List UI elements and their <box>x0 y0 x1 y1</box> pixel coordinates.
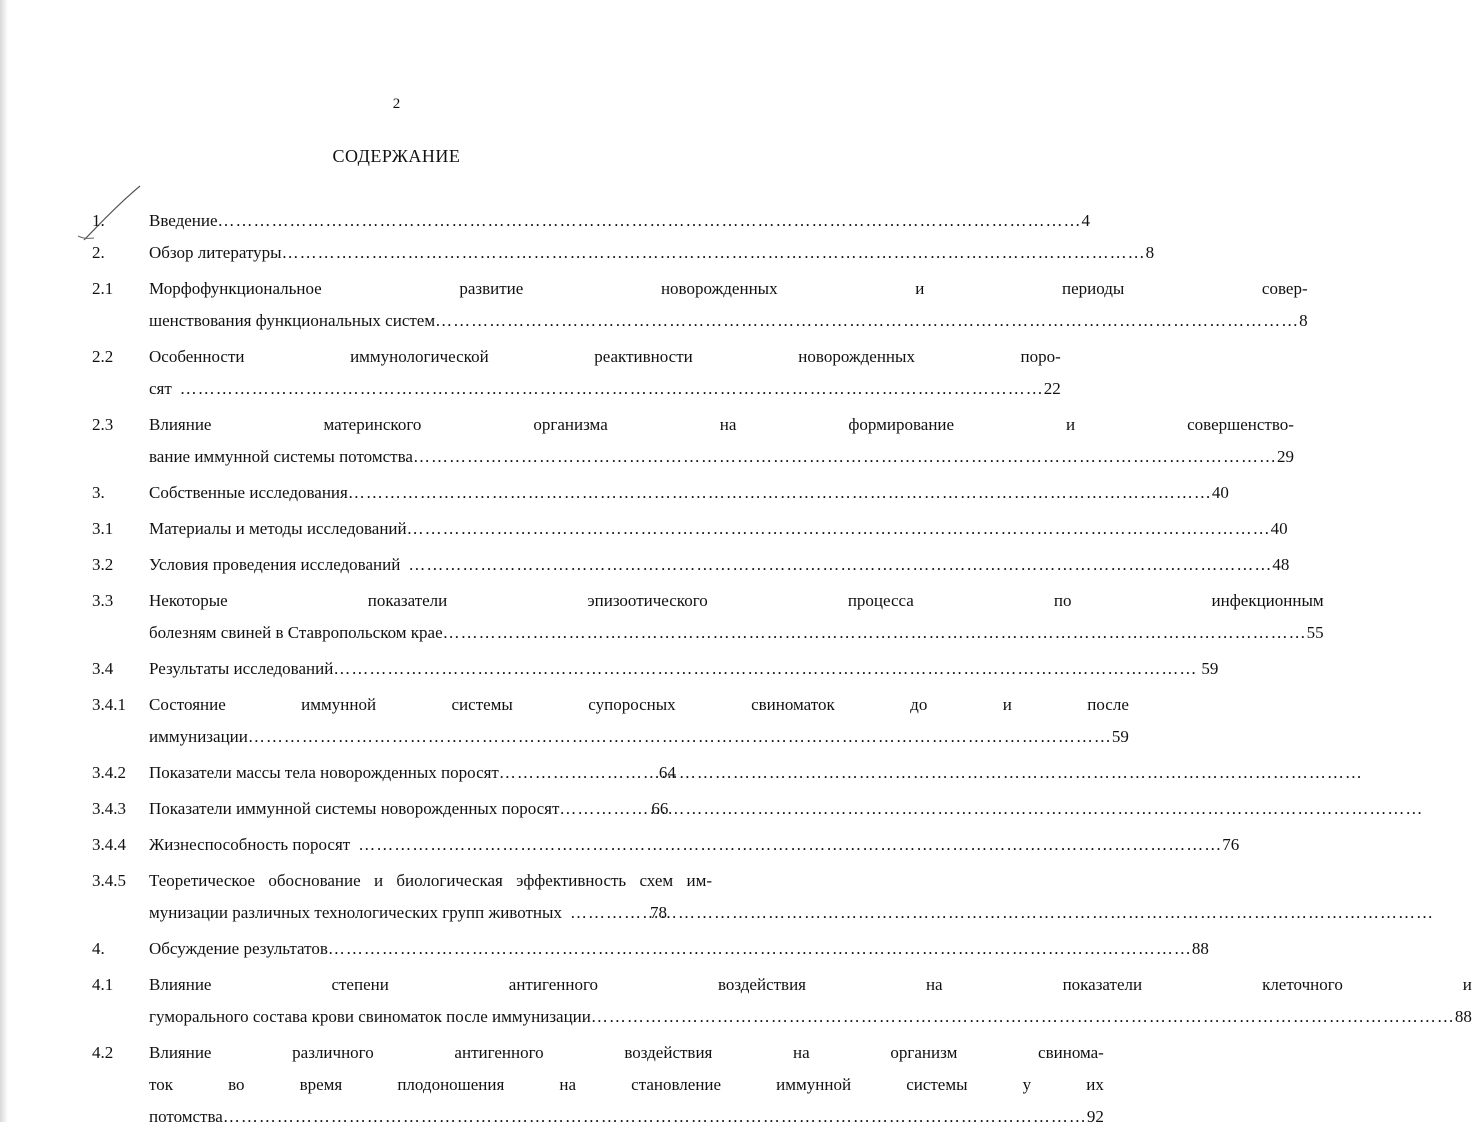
toc-entry-line <box>149 205 1090 237</box>
toc-entry-line <box>149 829 1239 861</box>
toc-entry-page: 29 <box>1276 447 1294 466</box>
toc-entry-page: 76 <box>1222 835 1240 854</box>
toc-entry-page: 66 <box>651 799 669 818</box>
toc-entry-number: 3.4.5 <box>92 871 126 890</box>
toc-entry-title-cont: шенствования функциональных систем <box>149 311 436 330</box>
toc-leader-dots <box>559 793 651 825</box>
toc-entry-line <box>149 373 1061 405</box>
toc-entry-page: 8 <box>1145 243 1155 262</box>
toc-entry-title: Влияние различного антигенного воздействия на организм свинома- <box>149 1043 1104 1062</box>
toc-entry-title: Обсуждение результатов <box>149 939 328 958</box>
toc-entry-title: Влияние материнского организма на формирование и совершенство- <box>149 415 1294 434</box>
toc-entry <box>92 477 1229 509</box>
toc-entry-number: 3.4.3 <box>92 799 126 818</box>
toc-entry-number: 4.1 <box>92 975 114 994</box>
toc-entry-number: 4. <box>92 939 105 958</box>
toc-entry-number: 1. <box>92 211 105 230</box>
toc-entry-line <box>149 1101 1104 1133</box>
toc-entry-number: 3.4.1 <box>92 695 126 714</box>
toc-entry-title-cont: болезням свиней в Ставропольском крае <box>149 623 443 642</box>
toc-leader-dots <box>282 237 1146 269</box>
toc-entry-title-cont: сят <box>149 379 172 398</box>
scan-edge-shadow <box>0 0 8 1122</box>
toc-entry-title: Собственные исследования <box>149 483 348 502</box>
toc-entry-line <box>149 933 1209 965</box>
toc-entry-line <box>149 617 1324 649</box>
toc-entry-title-cont: мунизации различных технологических групп животных <box>149 903 562 922</box>
toc-entry-number: 2.1 <box>92 279 114 298</box>
toc-leader-dots <box>435 305 1299 337</box>
toc-entry-title: Условия проведения исследований <box>149 555 401 574</box>
toc-entry-line <box>149 513 1288 545</box>
toc-leader-dots <box>413 441 1277 473</box>
toc-entry <box>92 513 1288 545</box>
toc-entry <box>92 409 1294 473</box>
toc-entry-line <box>149 549 1289 581</box>
toc-entry-title: Введение <box>149 211 218 230</box>
toc-leader-dots <box>499 757 659 789</box>
toc-entry-title-cont: гуморального состава крови свиноматок после иммунизации <box>149 1007 591 1026</box>
toc-entry-page: 64 <box>658 763 676 782</box>
toc-leader-dots <box>218 205 1082 237</box>
toc-entry-line <box>149 897 712 929</box>
toc-entry-page: 92 <box>1086 1107 1104 1126</box>
toc-entry-page: 8 <box>1299 311 1308 330</box>
page-number: 2 <box>392 96 401 112</box>
toc-entry <box>92 793 712 825</box>
toc-entry <box>92 273 1308 337</box>
toc-entry-page: 4 <box>1081 211 1091 230</box>
toc-leader-dots <box>591 1001 1455 1033</box>
toc-entry <box>92 237 1155 269</box>
toc-leader-dots <box>358 829 1222 861</box>
toc-entry-title-cont: ток во время плодоношения на становление иммунной системы у их <box>149 1075 1104 1094</box>
toc-entry <box>92 865 712 929</box>
toc-entry-line <box>149 721 1129 753</box>
toc-entry <box>92 653 1219 685</box>
toc-entry-number: 2.2 <box>92 347 114 366</box>
toc-entry-page: 55 <box>1306 623 1324 642</box>
toc-leader-dots <box>407 513 1271 545</box>
toc-entry <box>92 969 1472 1033</box>
toc-entry-page: 22 <box>1043 379 1061 398</box>
table-of-contents <box>92 205 1472 1133</box>
toc-entry-title: Морфофункциональное развитие новорожденных и периоды совер- <box>149 279 1308 298</box>
toc-entry <box>92 585 1324 649</box>
toc-leader-dots <box>443 617 1307 649</box>
toc-entry-page: 59 <box>1111 727 1129 746</box>
toc-entry-number: 3.1 <box>92 519 114 538</box>
page-title: СОДЕРЖАНИЕ <box>332 146 461 166</box>
toc-leader-dots <box>570 897 650 929</box>
toc-entry-page: 88 <box>1191 939 1209 958</box>
toc-entry-number: 4.2 <box>92 1043 114 1062</box>
toc-entry-title-cont: вание иммунной системы потомства <box>149 447 413 466</box>
toc-entry-number: 3.2 <box>92 555 114 574</box>
toc-entry-title: Показатели иммунной системы новорожденных поросят <box>149 799 560 818</box>
toc-entry-title: Состояние иммунной системы супоросных свиноматок до и после <box>149 695 1129 714</box>
toc-leader-dots <box>408 549 1272 581</box>
toc-entry-title: Материалы и методы исследований <box>149 519 407 538</box>
toc-entry-page: 40 <box>1270 519 1288 538</box>
toc-entry-page: 40 <box>1211 483 1229 502</box>
toc-entry-line <box>149 757 712 789</box>
toc-entry-number: 2. <box>92 243 105 262</box>
toc-entry-line <box>149 441 1294 473</box>
toc-entry <box>92 829 1240 861</box>
toc-entry-title: Обзор литературы <box>149 243 282 262</box>
toc-entry-title: Некоторые показатели эпизоотического процесса по инфекционным <box>149 591 1324 610</box>
toc-entry-page: 78 <box>649 903 667 922</box>
toc-entry-line <box>149 653 1218 685</box>
toc-entry-page: 88 <box>1454 1007 1472 1026</box>
toc-entry <box>92 933 1209 965</box>
toc-entry <box>92 205 1091 237</box>
toc-entry-number: 3.4.4 <box>92 835 126 854</box>
toc-entry-title-cont: потомства <box>149 1107 223 1126</box>
toc-entry <box>92 341 1061 405</box>
toc-entry-page: 48 <box>1272 555 1290 574</box>
toc-entry-title: Теоретическое обоснование и биологическая эффективность схем им- <box>149 871 712 890</box>
toc-entry-number: 3.4.2 <box>92 763 126 782</box>
toc-entry-title-cont: иммунизации <box>149 727 248 746</box>
toc-entry-line <box>149 305 1308 337</box>
toc-entry-number: 3.3 <box>92 591 114 610</box>
toc-leader-dots <box>348 477 1212 509</box>
toc-leader-dots <box>180 373 1044 405</box>
toc-entry-title: Жизнеспособность поросят <box>149 835 351 854</box>
toc-leader-dots <box>248 721 1112 753</box>
toc-entry-line <box>149 477 1229 509</box>
toc-entry <box>92 549 1290 581</box>
toc-entry-number: 3. <box>92 483 105 502</box>
toc-entry-number: 2.3 <box>92 415 114 434</box>
toc-entry-line <box>149 793 712 825</box>
toc-leader-dots <box>328 933 1192 965</box>
toc-entry-page: 59 <box>1201 659 1219 678</box>
toc-entry-title: Результаты исследований <box>149 659 334 678</box>
toc-leader-dots <box>333 653 1197 685</box>
toc-entry-number: 3.4 <box>92 659 114 678</box>
toc-entry-title: Показатели массы тела новорожденных поросят <box>149 763 499 782</box>
toc-entry-line <box>149 237 1154 269</box>
toc-entry-title: Особенности иммунологической реактивности новорожденных поро- <box>149 347 1061 366</box>
toc-leader-dots <box>223 1101 1087 1133</box>
toc-entry-line <box>149 1001 1472 1033</box>
toc-entry <box>92 757 712 789</box>
toc-entry <box>92 1037 1104 1133</box>
toc-entry-title: Влияние степени антигенного воздействия на показатели клеточного и <box>149 975 1472 994</box>
toc-entry <box>92 689 1129 753</box>
